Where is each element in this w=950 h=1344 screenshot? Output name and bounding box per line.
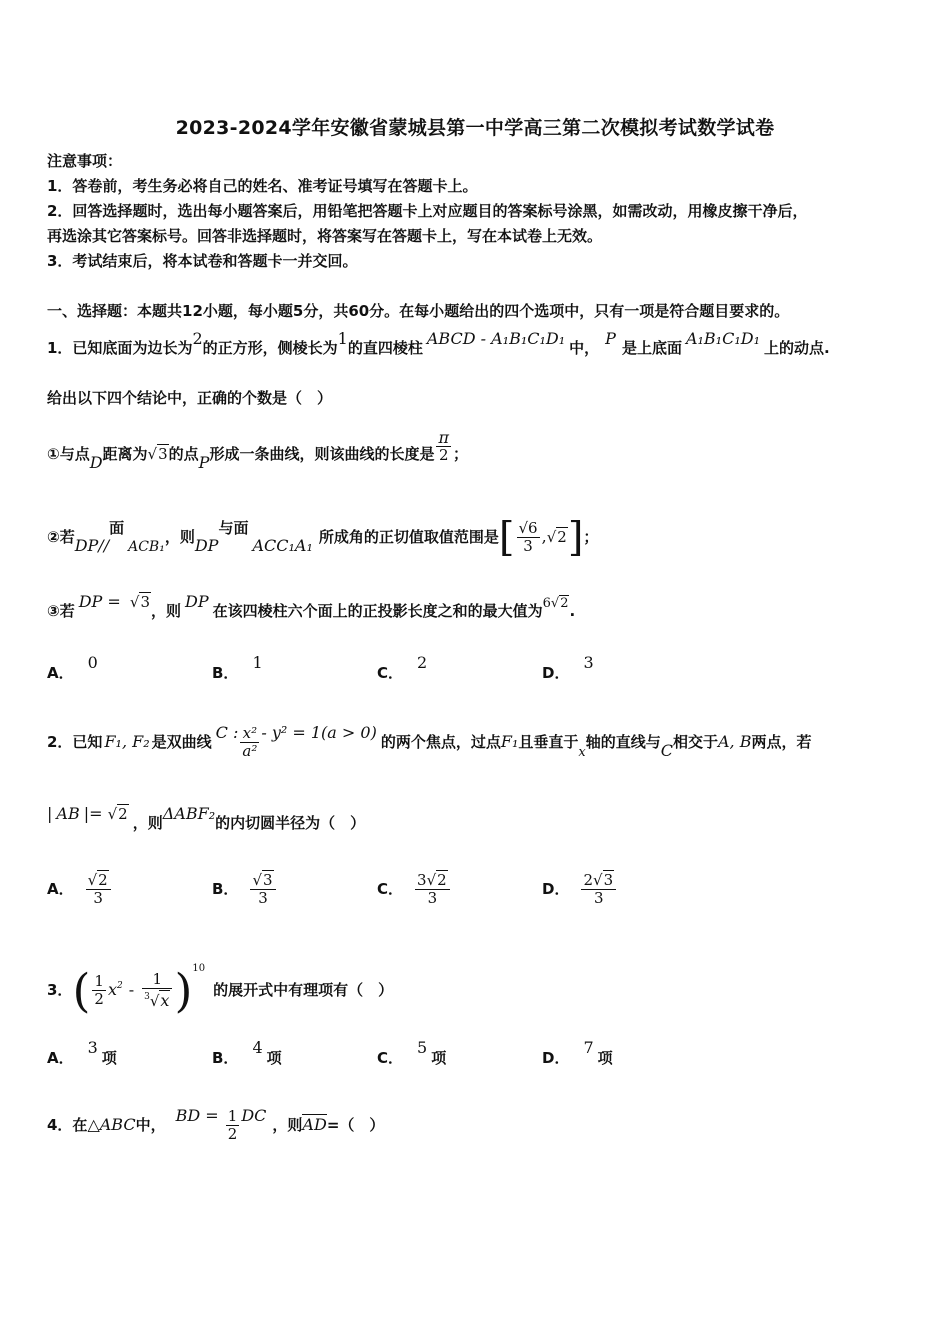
question-1-prompt: 给出以下四个结论中，正确的个数是（ ） [47,389,333,407]
s1-num: π [438,428,449,447]
q4-triangle: △ABC [87,1115,136,1134]
q2-option-b[interactable] [212,872,278,907]
option-value: 2 [417,653,428,672]
option-rad: 2 [437,871,447,889]
q3-n1: 1 [94,972,104,990]
s1-sqrt: √3 [147,445,168,463]
q2-ab: A, B [718,732,752,751]
q2-rad: 2 [118,805,128,823]
option-label: A． [47,664,74,682]
option-value: 1 [252,653,263,672]
q3-minus: - [128,980,135,999]
question-1-statement-2 [47,512,598,563]
s3-text: ，则 [150,602,181,620]
s2-dp2: DP [194,536,219,555]
q2-den: a² [242,742,258,760]
q3-option-d[interactable] [542,1038,613,1068]
option-label: D． [542,880,570,898]
option-label: B． [212,664,239,682]
q3-d1: 2 [94,990,104,1008]
q2-text: 且垂直于 [518,733,579,751]
s3-text: 在该四棱柱六个面上的正投影长度之和的最大值为 [212,602,543,620]
option-den: 3 [93,889,103,907]
q3-d2: x [160,991,170,1010]
option-rad: 3 [263,871,273,889]
q2-text: 轴的直线与 [585,733,661,751]
q3-option-a[interactable] [47,1038,117,1068]
q2-x: x [578,745,586,760]
q3-frac-1 [92,973,106,1008]
option-unit: 项 [597,1049,613,1067]
s1-text: 距离为 [102,445,148,463]
s1-p: P [198,453,210,472]
option-label: B． [212,880,239,898]
q4-vector-ad: AD [302,1115,327,1134]
s2-num: √6 [518,519,538,537]
option-value: 4 [252,1038,263,1057]
q4-text: =（ ） [326,1116,385,1134]
s1-d: D [89,453,103,472]
option-label: C． [377,1049,404,1067]
q2-text: 是双曲线 [151,733,212,751]
q3-root-index: 3 [144,992,150,1002]
section-heading: 一、选择题：本题共12小题，每小题5分，共60分。在每小题给出的四个选项中，只有一项是符合题目要求的。 [47,302,790,320]
q3-right-paren: ) [174,963,193,1018]
s2-end: ； [583,528,599,546]
s2-text: 所成角的正切值取值范围是 [318,528,499,546]
q4-num: 1 [227,1107,238,1125]
q4-den: 2 [227,1125,238,1143]
question-1-statement-1 [47,428,468,474]
s1-text: 的点 [168,445,199,463]
q2-text: 2．已知 [47,733,103,751]
option-value: 5 [417,1038,428,1057]
q3-frac-2: $\frac{1}{^3√x}$ [142,971,172,1010]
q3-n2: 1 [142,971,172,989]
option-coef: 2 [583,871,593,889]
notice-item-2: 2．回答选择题时，选出每小题答案后，用铅笔把答题卡上对应题目的答案标号涂黑，如需改动，用橡皮擦干净后， [47,202,808,220]
q1-side: 2 [192,329,203,348]
option-fraction: $\frac{2√3}{3}$ [581,872,616,907]
s2-text: ②若 [47,528,75,546]
q1-text: 1．已知底面为边长为 [47,339,193,357]
s3-sqrt: √3 [129,593,150,611]
s2-text: 与面 [218,519,249,537]
notice-heading: 注意事项： [47,152,123,170]
q1-text: 上的动点. [764,339,830,357]
notice-item-3: 3．考试结束后，将本试卷和答题卡一并交回。 [47,252,358,270]
q2-text: 两点，若 [751,733,812,751]
s1-text: 形成一条曲线，则该曲线的长度是 [209,445,435,463]
notice-item-1: 1．答卷前，考生务必将自己的姓名、准考证号填写在答题卡上。 [47,177,478,195]
q1-text: 的正方形，侧棱长为 [202,339,338,357]
s2-comma: , [541,527,547,546]
s3-text: ③若 [47,602,75,620]
q3-x: x [107,980,117,999]
s1-rad: 3 [158,445,168,463]
s1-fraction [436,429,451,464]
q2-rest: - y² = 1(a > 0) [261,723,377,742]
q2-eq: = [89,804,108,823]
s2-text: ，则 [164,528,195,546]
q1-top-face: A₁B₁C₁D₁ [685,329,760,348]
s2-sqrt: √2 [546,528,567,546]
q1-text: 的直四棱柱 [347,339,423,357]
s3-end: . [569,602,576,620]
q3-option-b[interactable] [212,1038,282,1068]
question-2-stem [47,720,812,766]
question-2-condition [47,804,366,834]
option-label: A． [47,880,74,898]
q4-text: 4．在 [47,1116,88,1134]
option-unit: 项 [431,1049,447,1067]
option-den: 3 [594,889,604,907]
q3-x2: $x^2$ [107,980,123,999]
q2-fraction [240,725,259,760]
s2-dp: DP// [74,536,110,555]
option-den: 3 [427,889,438,907]
q2-option-d[interactable] [542,872,618,907]
q1-option-a[interactable] [47,653,98,683]
option-value: 3 [583,653,594,672]
q1-option-d[interactable] [542,653,594,683]
s2-right-bracket: ] [567,514,584,561]
q2-option-c[interactable] [377,872,452,907]
option-value: 0 [87,653,98,672]
q1-prism: ABCD - A₁B₁C₁D₁ [426,329,566,348]
s3-rad: 3 [140,593,150,611]
s3-rad2: 2 [560,596,569,611]
option-rad: 3 [603,871,614,889]
q2-abs-right: | [83,804,90,823]
q2-f1: F₁ [500,732,519,751]
page-title: 2023-2024学年安徽省蒙城县第一中学高三第二次模拟考试数学试卷 [175,117,775,139]
s2-acb: ACB₁ [128,539,165,555]
s3-sqrt2: √2 [550,596,569,611]
q4-bd: BD = [175,1106,224,1125]
q2-sqrt: √2 [107,805,128,823]
option-coef: 3 [417,871,427,889]
option-fraction: $\frac{√3}{3}$ [250,872,275,907]
q2-abs-left: | [47,804,53,823]
option-fraction: $\frac{3√2}{3}$ [415,872,450,907]
notice-item-2-cont: 再选涂其它答案标号。回答非选择题时，将答案写在答题卡上，写在本试卷上无效。 [47,227,603,245]
q2-option-a[interactable] [47,872,113,907]
s2-fraction [517,520,540,555]
q2-text: ，则 [132,814,163,832]
q1-option-b[interactable] [212,653,263,683]
option-value: 3 [87,1038,98,1057]
q2-foci: F₁, F₂ [104,732,150,751]
option-den: 3 [258,889,268,907]
s2-left-bracket: [ [498,514,515,561]
option-label: A． [47,1049,74,1067]
option-value: 7 [583,1038,594,1057]
q1-edge: 1 [337,329,348,348]
question-1-stem [47,329,830,359]
option-fraction: $\frac{√2}{3}$ [86,872,111,907]
q4-dc: DC [241,1106,267,1125]
question-1-statement-3 [47,592,576,624]
option-label: C． [377,664,404,682]
option-rad: 2 [98,871,108,889]
s3-dp: DP [185,592,209,611]
q4-text: 中， [135,1116,166,1134]
question-4-stem [47,1100,384,1150]
q2-c: C [660,741,673,760]
q2-curve: C : [215,723,239,742]
option-unit: 项 [101,1049,117,1067]
option-label: C． [377,880,404,898]
q2-num: x² [240,725,259,743]
option-label: D． [542,664,570,682]
q1-point-p: P [605,329,616,348]
s3-eq: DP = [78,592,126,611]
q2-text: 的内切圆半径为（ ） [215,814,366,832]
s1-den: 2 [438,446,449,464]
q2-ab-len: AB [56,804,80,823]
s2-acc: ACC₁A₁ [252,536,313,555]
option-unit: 项 [266,1049,282,1067]
s2-den: 3 [523,537,533,555]
s2-rad: 2 [557,528,567,546]
q2-triangle: ΔABF₂ [162,804,216,823]
q3-left-paren: ( [72,963,91,1018]
q3-exponent: 10 [192,963,206,974]
q3-text: 3． [47,981,73,999]
question-3-stem [47,958,393,1021]
q1-option-c[interactable] [377,653,428,683]
q1-text: 中， [569,339,600,357]
s2-text: 面 [109,519,125,537]
s1-end: ； [452,445,468,463]
s3-val: 6 [542,596,551,611]
q4-text: ，则 [272,1116,303,1134]
s1-text: ①与点 [47,445,90,463]
option-label: D． [542,1049,570,1067]
option-label: B． [212,1049,239,1067]
q3-option-c[interactable] [377,1038,447,1068]
q2-text: 相交于 [672,733,718,751]
q2-text: 的两个焦点，过点 [380,733,501,751]
q3-text: 的展开式中有理项有（ ） [213,981,394,999]
q4-fraction [226,1108,240,1143]
q1-text: 是上底面 [621,339,682,357]
